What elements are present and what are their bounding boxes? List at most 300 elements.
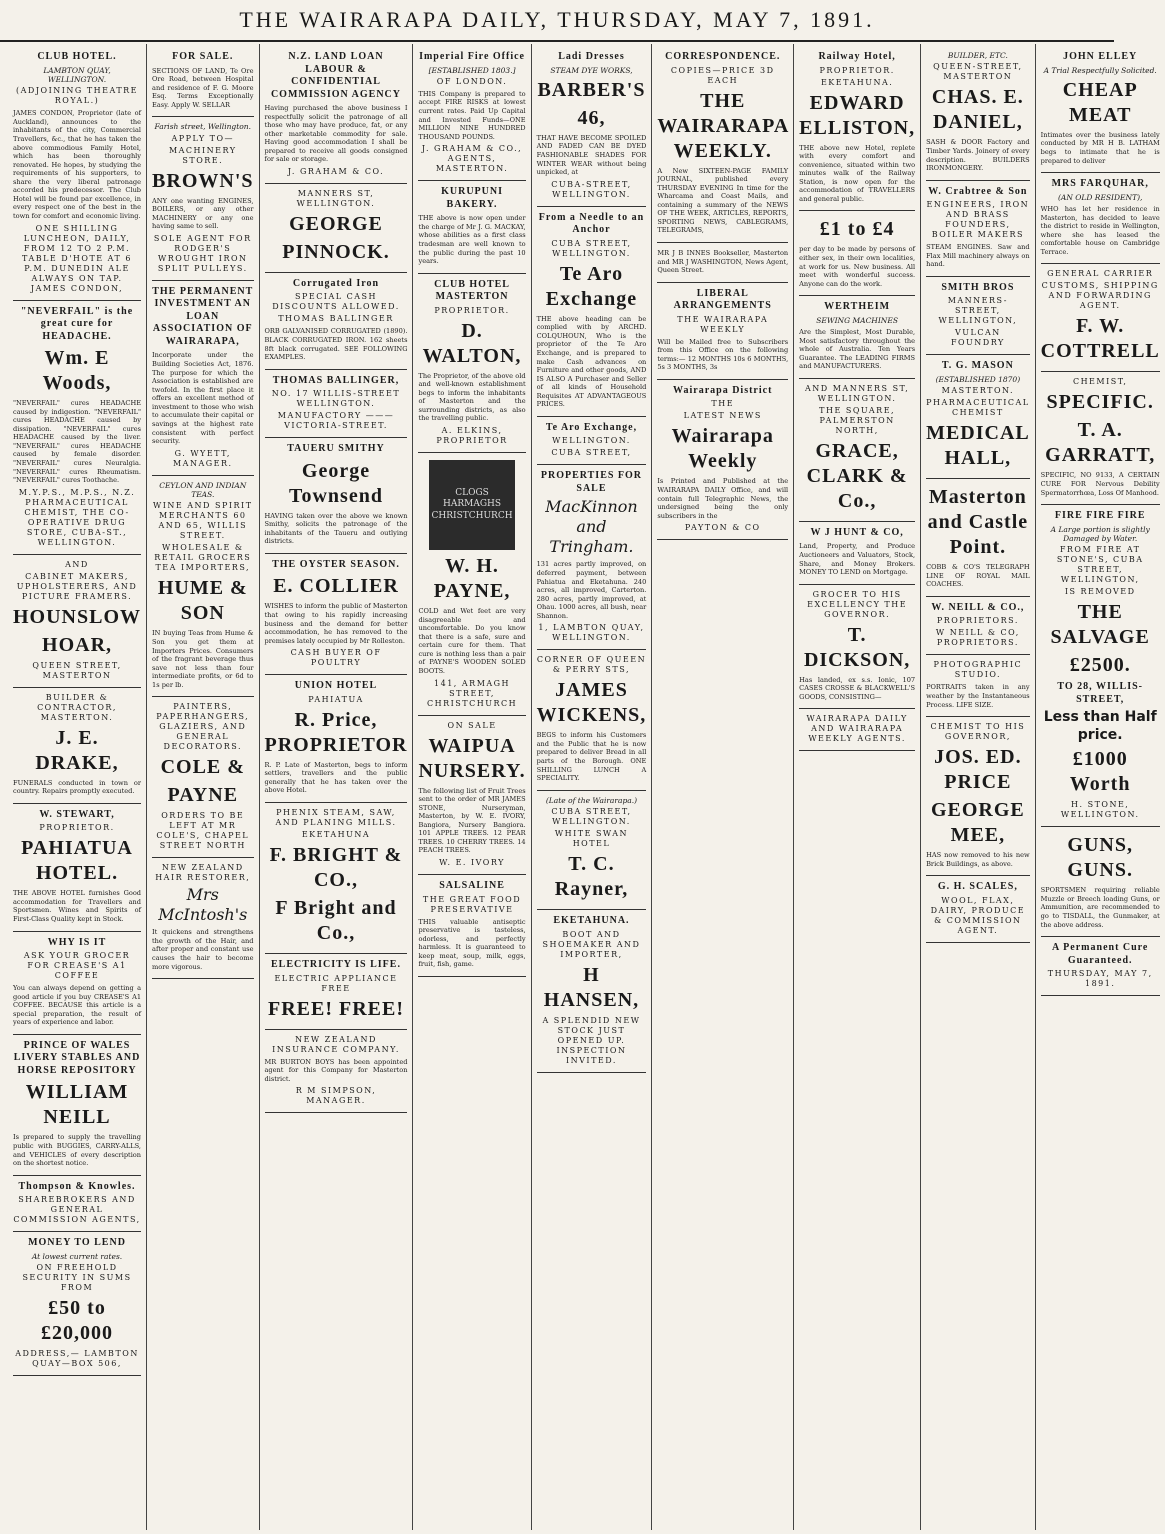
- ad-body: THIS valuable antiseptic preservative is tasteless, odorless, and perfectly harmless. It is guaranteed to keep meat, soup, milk, eggs, fruit, fish, game.: [418, 917, 526, 969]
- ad-head: Wairarapa District: [673, 384, 773, 396]
- ad-body: THIS Company is prepared to accept FIRE RISKS at lowest current rates. Paid Up Capital and Invested Funds—ONE MILLION NINE HUNDRED THOUSAND POUNDS.: [418, 89, 526, 141]
- advertisement: [657, 243, 788, 283]
- ad-big: WAIPUA NURSERY.: [418, 734, 526, 782]
- advertisement: [657, 46, 788, 243]
- ad-body: THE above is now open under the charge of Mr J. G. MACKAY, whose abilities as a first class tradesman are well known to the public during the past 10 years.: [418, 214, 526, 266]
- ad-sub: (AN OLD RESIDENT),: [1057, 192, 1143, 202]
- ad-head: Ladi Dresses: [558, 51, 625, 62]
- ad-body: A New SIXTEEN-PAGE FAMILY JOURNAL, published every THURSDAY EVENING In time for the Wharcama and Coast Mails, and containing a summary of the NEWS OF THE WEEK, ARTICLES, REPORTS, SPORTING NEWS, CABLEGRAMS, TELEGRAMS,: [657, 166, 789, 235]
- ad-foot: THURSDAY, MAY 7, 1891.: [1047, 969, 1153, 989]
- advertisement: [13, 301, 141, 555]
- ad-cap: ENGINEERS, IRON AND BRASS FOUNDERS, BOILER MAKERS: [926, 200, 1030, 240]
- ad-big: T. DICKSON,: [803, 623, 911, 671]
- ad-cap: PROPRIETORS.: [936, 616, 1019, 626]
- ad-foot: CASH BUYER OF POULTRY: [290, 648, 382, 668]
- ad-head: From a Needle to an Anchor: [538, 211, 645, 236]
- ad-line: NO. 17 WILLIS-STREET WELLINGTON.: [271, 389, 401, 409]
- ad-line: THE: [711, 399, 735, 409]
- ad-body: "NEVERFAIL" cures HEADACHE caused by indigestion. "NEVERFAIL" cures HEADACHE caused by dissipation. "NEVERFAIL" cures HEADACHE caused by the liver. "NEVERFAIL" cures HEADACHE caused by female disorder. "NEVERFAIL" cures Neuralgia. "NEVERFAIL" cures Rheumatism. "NEVERFAIL" cures Toothache.: [13, 399, 142, 485]
- ad-head: EKETAHUNA.: [553, 915, 630, 927]
- advertisement: [265, 803, 408, 954]
- ad-big4: £1000 Worth: [1069, 748, 1131, 796]
- ad-foot: A. ELKINS, PROPRIETOR: [436, 426, 508, 445]
- advertisement: [152, 46, 253, 117]
- ad-head: LIBERAL ARRANGEMENTS: [673, 287, 772, 312]
- advertisement: [537, 465, 647, 650]
- ad-head: WHY IS IT: [47, 936, 107, 948]
- ad-head: "NEVERFAIL" is the great cure for HEADACHE.: [20, 305, 134, 342]
- ad-line: (ADJOINING THEATRE ROYAL.): [16, 86, 139, 106]
- ad-cap: WHOLESALE & RETAIL GROCERS TEA IMPORTERS,: [154, 543, 252, 573]
- advertisement: [265, 954, 408, 1030]
- ad-foot: ADDRESS,— LAMBTON QUAY—BOX 506,: [15, 1349, 139, 1368]
- ad-head: THE OYSTER SEASON.: [272, 558, 400, 570]
- ad-line: PROPRIETOR.: [819, 65, 895, 75]
- advertisement: [657, 380, 788, 540]
- advertisement: [1041, 264, 1160, 372]
- ad-cap: EKETAHUNA: [301, 830, 371, 839]
- ad-line: ASK YOUR GROCER FOR CREASE'S A1 COFFEE: [23, 951, 131, 981]
- ad-cap: EKETAHUNA.: [820, 77, 894, 87]
- ad-big: HOUNSLOW: [13, 605, 142, 628]
- ad-body: MR BURTON BOYS has been appointed agent for this Company for Masterton district.: [264, 1057, 408, 1083]
- ad-head: SALSALINE: [439, 880, 505, 891]
- advertisement: [926, 181, 1030, 277]
- column-2: [147, 44, 259, 1530]
- ad-line: CUBA STREET, WELLINGTON.: [551, 238, 632, 258]
- ad-big: Wairarapa Weekly: [671, 425, 774, 473]
- ad-big: F. W. COTTRELL: [1040, 315, 1160, 363]
- advertisement: [1041, 937, 1160, 996]
- advertisement: [152, 117, 253, 281]
- ad-head: Imperial Fire Office: [419, 51, 525, 62]
- ad-body: SPORTSMEN requiring reliable Muzzle or Breech loading Guns, or Ammunition, are recommended to go to TISDALL, the Gunmaker, at the above address.: [1040, 886, 1160, 929]
- ad-body: PORTRAITS taken in any weather by the Instantaneous Process. LIFE SIZE.: [926, 683, 1030, 709]
- advertisement: [926, 876, 1030, 943]
- advertisement: [537, 791, 647, 910]
- ad-head: TAUERU SMITHY: [287, 443, 385, 455]
- ad-cap: BOOT AND SHOEMAKER AND IMPORTER,: [542, 929, 641, 959]
- ad-line: WELLINGTON.: [552, 436, 631, 446]
- advertisement: [799, 585, 915, 710]
- ad-head: UNION HOTEL: [294, 680, 378, 692]
- ad-sub: A Trial Respectfully Solicited.: [1043, 65, 1157, 75]
- advertisement: [537, 650, 647, 790]
- ad-body: WHO has let her residence in Masterton, has decided to leave the district to reside in Wellington, where she has leased the comfortable house on Cambridge Terrace.: [1040, 205, 1160, 256]
- ad-body: The Proprietor, of the above old and well-known establishment begs to inform the inhabitants of Masterton and the surrounding districts, as also the travelling public.: [418, 371, 526, 423]
- ad-big: WILLIAM NEILL: [25, 1081, 129, 1129]
- ad-line: GENERAL CARRIER: [1047, 269, 1154, 279]
- ad-cap: CABINET MAKERS, UPHOLSTERERS, AND PICTURE FRAMERS.: [16, 571, 138, 601]
- ad-body: THE above heading can be complied with by ARCHD. COLQUHOUN, Who is the proprietor of the Te Aro Exchange, and is prepared to make Cash advances on Furniture and other goods, AND IS ALSO A Purchaser and Seller of all kinds of Household Requisites AT ADVANTAGEOUS PRICES.: [536, 314, 647, 409]
- advertisement: [418, 181, 525, 273]
- advertisement: [265, 554, 408, 675]
- ad-head: THE PERMANENT INVESTMENT AN LOAN ASSOCIATION OF WAIRARAPA,: [152, 285, 254, 347]
- ad-cap: GROCER TO HIS EXCELLENCY THE GOVERNOR.: [807, 589, 908, 619]
- ad-big: JOS. ED. PRICE: [934, 746, 1022, 794]
- ad-body: Intimates over the business lately conducted by MR H B. LATHAM begs to intimate that he is prepared to deliver: [1040, 130, 1160, 165]
- ad-big2: T. A. GARRATT,: [1045, 419, 1156, 467]
- advertisement: [418, 453, 525, 716]
- ad-cap: THOMAS BALLINGER: [278, 314, 394, 324]
- ad-head: T. G. MASON: [941, 360, 1014, 372]
- column-1: [8, 44, 147, 1530]
- ad-cap: CORNER OF QUEEN & PERRY STS,: [536, 655, 647, 675]
- ad-big: GUNS, GUNS.: [1067, 834, 1133, 882]
- ad-big: Masterton and Castle Point.: [927, 486, 1029, 559]
- advertisement: [926, 717, 1030, 876]
- ad-line: MANNERS ST, WELLINGTON.: [296, 188, 376, 208]
- ad-cap: LATEST NEWS: [683, 411, 762, 421]
- ad-head: W. STEWART,: [39, 808, 115, 820]
- ad-big: Wm. E Woods,: [42, 347, 112, 395]
- advertisement: [537, 910, 647, 1073]
- advertisement: [418, 716, 525, 876]
- ad-sub: (ESTABLISHED 1870): [935, 374, 1021, 384]
- advertisement: [926, 597, 1030, 656]
- ad-body: Incorporate under the Building Societies Act, 1876. The purpose for which the Association is established are twofold. In the first place it offers an excellent method of investment to those who wish to accumulate their capital or savings at the highest rate consistent with perfect security.: [152, 351, 254, 446]
- ad-cap: PHARMACEUTICAL CHEMIST: [926, 398, 1030, 418]
- ad-head: CLUB HOTEL.: [37, 51, 117, 62]
- advertisement: [799, 211, 915, 296]
- ad-big: HUME & SON: [157, 577, 248, 625]
- advertisement: [13, 555, 141, 688]
- advertisement: [265, 438, 408, 554]
- ad-line: PHENIX STEAM, SAW, AND PLANING MILLS.: [275, 808, 397, 827]
- ad-cap: NEW ZEALAND HAIR RESTORER,: [155, 863, 251, 883]
- ad-body: MR J B INNES Bookseller, Masterton and MR J WASHINGTON, News Agent, Queen Street.: [657, 249, 789, 275]
- ad-head2: TO 28, WILLIS-STREET,: [1057, 681, 1143, 705]
- ad-big: THE WAIRARAPA WEEKLY.: [657, 89, 790, 162]
- ad-line: QUEEN-STREET, MASTERTON: [933, 62, 1023, 82]
- advertisement: [926, 46, 1030, 181]
- ad-foot: CUBA-STREET, WELLINGTON.: [551, 179, 632, 199]
- advertisement: [418, 46, 525, 181]
- advertisement: [13, 688, 141, 804]
- ad-big: COLE &: [160, 756, 245, 779]
- ad-sub: CEYLON AND INDIAN TEAS.: [159, 480, 247, 499]
- ad-sub: At lowest current rates.: [31, 1251, 123, 1261]
- ad-body: 131 acres partly improved, on deferred payment, between Pahiatua and Eketahuna. 240 acres, all improved, Carterton. 280 acres, partly improved, at Ohau. 1000 acres, all bush, near Shannon.: [536, 560, 647, 620]
- ad-cap: WHITE SWAN HOTEL: [554, 829, 629, 849]
- advertisement: [657, 283, 788, 380]
- ad-big: H HANSEN,: [543, 963, 640, 1011]
- ad-foot: 141, ARMAGH STREET, CHRISTCHURCH: [427, 678, 518, 708]
- advertisement: [1041, 173, 1160, 264]
- ad-body: Having purchased the above business I respectfully solicit the patronage of all those who may have produce, fat, or any other marketable commodity for sale. Having good accommodation I shall be prepared to receive all goods consigned for sale or storage.: [264, 104, 408, 164]
- column-4: [413, 44, 531, 1530]
- advertisement: [799, 296, 915, 379]
- ad-body: BEGS to inform his Customers and the Public that he is now prepared to deliver Bread in all parts of the Borough. ONE SHILLING LUNCH A SPECIALITY.: [536, 731, 647, 783]
- advertisement: [13, 804, 141, 932]
- ad-head: Corrugated Iron: [292, 277, 380, 289]
- ad-head: W. Crabtree & Son: [928, 185, 1028, 197]
- ad-big: W. H. PAYNE,: [433, 555, 511, 602]
- ad-foot: J. GRAHAM & CO., AGENTS, MASTERTON.: [421, 144, 523, 174]
- ad-body: You can always depend on getting a good article if you buy CREASE'S A1 COFFEE. BECAUSE this article is a special preparation, the result of years of experience and labor.: [13, 984, 142, 1027]
- advertisement: [265, 184, 408, 273]
- ad-head: N.Z. LAND LOAN LABOUR & CONFIDENTIAL COMMISSION AGENCY: [270, 51, 402, 100]
- advertisement: [926, 277, 1030, 356]
- advertisement: [799, 709, 915, 751]
- ad-body: Is Printed and Published at the WAIRARAPA DAILY Office, and will contain full Telegraphic News, the undersigned being the only subscribers in the: [657, 477, 789, 520]
- ad-foot: G. WYETT, MANAGER.: [172, 448, 233, 468]
- advertisement: [799, 379, 915, 522]
- ad-big: J. E. DRAKE,: [35, 726, 119, 774]
- ad-body: THE above new Hotel, replete with every comfort and convenience, situated within two minutes walk of the Railway Station, is now open for the accommodation of TRAVELLERS and general public.: [799, 143, 916, 203]
- ad-body: The following list of Fruit Trees sent to the order of MR JAMES STONE, Nurseryman, Masterton, by W. E. IVORY, Bangiora, Nursery Bangiora. 101 APPLE TREES. 12 PEAR TREES. 10 CHERRY TREES. 14 PEACH TREES.: [418, 786, 526, 855]
- ad-head: Te Aro Exchange,: [545, 421, 638, 433]
- ad-big: T. C. Rayner,: [554, 853, 629, 901]
- ad-body: Will be Mailed free to Subscribers from this Office on the following terms:— 12 MONTHS 10s 6 MONTHS, 5s 3 MONTHS, 3s: [657, 337, 789, 372]
- ad-line: AND MANNERS ST, WELLINGTON.: [804, 383, 910, 403]
- ad-sub: LAMBTON QUAY, WELLINGTON.: [43, 65, 111, 84]
- advertisement: [926, 655, 1030, 717]
- advertisement: [537, 417, 647, 466]
- advertisement: [265, 273, 408, 370]
- ad-head: A Permanent Cure Guaranteed.: [1052, 942, 1149, 966]
- advertisement: [152, 697, 253, 858]
- ad-sub: (Late of the Wairarapa.): [545, 795, 638, 805]
- column-9: [1036, 44, 1165, 1530]
- advertisement: [13, 1176, 141, 1233]
- ad-big2: 46,: [577, 106, 606, 129]
- column-6: [652, 44, 794, 1530]
- ad-body: SASH & DOOR Factory and Timber Yards. Joinery of every description. BUILDERS IRONMONGERY.: [926, 138, 1030, 173]
- ad-head: PRINCE OF WALES LIVERY STABLES AND HORSE REPOSITORY: [13, 1039, 141, 1076]
- ad-big: SPECIFIC.: [1046, 391, 1154, 414]
- advertisement: [152, 281, 253, 476]
- ad-line: MASTERTON.: [941, 386, 1015, 396]
- ad-foot: J. GRAHAM & CO.: [287, 166, 385, 176]
- ad-body: per day to be made by persons of either sex, in their own localities, at work for us. New business. All meet with wonderful success. Anyone can do the work.: [799, 245, 916, 288]
- ad-cap: CUSTOMS, SHIPPING AND FORWARDING AGENT.: [1041, 281, 1159, 311]
- ad-foot: W. E. IVORY: [439, 858, 505, 867]
- newspaper-page: [0, 42, 1160, 1530]
- ad-line: CUBA STREET, WELLINGTON.: [551, 807, 632, 827]
- ad-big2: HOAR,: [42, 633, 113, 656]
- column-7: [794, 44, 921, 1530]
- ad-body: THAT HAVE BECOME SPOILED AND FADED CAN BE DYED FASHIONABLE SHADES FOR WINTER WEAR without being unpicked, at: [536, 133, 647, 177]
- ad-big: THE SALVAGE: [1050, 601, 1150, 649]
- ad-sub: [ESTABLISHED 1803.]: [428, 65, 516, 75]
- ad-foot: ORDERS TO BE LEFT AT MR COLE'S, CHAPEL STREET NORTH: [156, 811, 250, 851]
- ad-line: COPIES—PRICE 3D EACH: [670, 65, 775, 85]
- masthead-title: THE WAIRARAPA DAILY, THURSDAY, MAY 7, 1891.: [239, 7, 875, 32]
- ad-big: £50 to £20,000: [41, 1297, 114, 1344]
- advertisement: [799, 46, 915, 211]
- ad-line: WINE AND SPIRIT MERCHANTS 60 AND 65, WILLIS STREET.: [152, 501, 253, 541]
- masthead: [0, 0, 1114, 42]
- ad-body: COBB & CO'S TELEGRAPH LINE OF ROYAL MAIL COACHES.: [926, 563, 1030, 589]
- ad-body: FUNERALS conducted in town or country. Repairs promptly executed.: [13, 778, 142, 796]
- ad-sub: BUILDER, ETC.: [947, 51, 1008, 60]
- ad-big: BARBER'S: [537, 78, 646, 101]
- ad-cap: THE WAIRARAPA WEEKLY: [677, 314, 769, 334]
- ad-body: R. P. Late of Masterton, begs to inform settlers, travellers and the public generally that he has taken over the above Hotel.: [264, 760, 408, 795]
- advertisement: [265, 46, 408, 184]
- ad-cap: IS REMOVED: [1064, 587, 1136, 597]
- advertisement: [418, 274, 525, 453]
- advertisement: [799, 522, 915, 585]
- ad-body: HAS now removed to his new Brick Buildings, as above.: [926, 851, 1030, 868]
- ad-body: ANY one wanting ENGINES, BOILERS, or any other MACHINERY or any one having same to sell.: [152, 196, 254, 231]
- ad-big2: GEORGE MEE,: [930, 799, 1025, 847]
- ad-foot: A SPLENDID NEW STOCK JUST OPENED UP. INSPECTION INVITED.: [542, 1015, 641, 1065]
- ad-head: Thompson & Knowles.: [18, 1180, 136, 1192]
- ad-head: ELECTRICITY IS LIFE.: [271, 959, 401, 970]
- ad-sub: SEWING MACHINES: [816, 315, 898, 325]
- ad-foot: QUEEN STREET, MASTERTON: [32, 660, 122, 680]
- ad-big: JAMES WICKENS,: [536, 679, 647, 727]
- ad-head: JOHN ELLEY: [1063, 51, 1138, 62]
- ad-body: IN buying Teas from Hume & Son you get them at Importers Prices. Consumers of the fragrant beverage thus save not less than four intermediate profits, or 6d to 1s per lb.: [152, 629, 254, 689]
- ad-line: SPECIAL CASH DISCOUNTS ALLOWED.: [272, 292, 400, 312]
- ad-head: FIRE FIRE FIRE: [1054, 510, 1146, 522]
- ad-big2: F Bright and Co.,: [275, 897, 397, 944]
- ad-line: FROM FIRE AT STONE'S, CUBA STREET, WELLINGTON,: [1056, 545, 1144, 585]
- ad-body: STEAM ENGINES. Saw and Flax Mill machinery always on hand.: [926, 243, 1030, 269]
- ad-cap: CHEMIST TO HIS GOVERNOR,: [930, 722, 1026, 742]
- ad-body: SECTIONS OF LAND, Te Ore Ore Road, between Hospital and residence of F. G. Moore Esq. Terms Exceptionally Easy. Apply W. SELLAR: [152, 66, 254, 109]
- ad-body: Has landed, ex s.s. Ionic, 107 CASES CROSSE & BLACKWELL'S GOODS, CONSISTING—: [799, 675, 916, 701]
- ad-line: PROPRIETOR.: [434, 305, 510, 315]
- illustration-clogs: CLOGS HARMAGHS CHRISTCHURCH: [429, 460, 515, 550]
- ad-cap: MACHINERY STORE.: [168, 145, 237, 165]
- ad-body: JAMES CONDON, Proprietor (late of Auckland), announces to the inhabitants of the city, Commercial Travellers, &c., that he has taken the above commodious Family Hotel, which has been thoroughly renovated. He hopes, by studying the requirements of his supporters, to share the very liberal patronage accorded his predecessor. The Club Hotel will be found par excellence, in every respect one of the best in the town for comfort and economic living.: [13, 109, 142, 220]
- ad-big2: PINNOCK.: [282, 240, 390, 263]
- ad-big: F. BRIGHT & CO.,: [269, 844, 403, 891]
- ad-big: GRACE, CLARK & Co.,: [806, 439, 908, 512]
- ad-cap: BUILDER & CONTRACTOR, MASTERTON.: [37, 692, 117, 722]
- ad-cap: WAIRARAPA DAILY AND WAIRARAPA WEEKLY AGENTS.: [806, 714, 908, 744]
- advertisement: [926, 355, 1030, 479]
- ad-body: COLD and Wet feet are very disagreeable and uncomfortable. Do you know that there is a safe, sure and certain cure for them. That cure is nothing less than a pair of PAYNE'S WOODEN SOLED BOOTS.: [418, 607, 526, 675]
- ad-cap: CHEMIST,: [1072, 377, 1128, 387]
- ad-big: GEORGE: [289, 212, 383, 235]
- advertisement: [1041, 46, 1160, 173]
- ad-cap: NEW ZEALAND INSURANCE COMPANY.: [272, 1034, 400, 1054]
- ad-foot: SOLE AGENT FOR RODGER'S WROUGHT IRON SPLIT PULLEYS.: [153, 233, 252, 273]
- ad-head: MONEY TO LEND: [28, 1237, 126, 1249]
- ad-body: Land, Property, and Produce Auctioneers and Valuators, Stock, Share, and Money Brokers. MONEY TO LEND on Mortgage.: [799, 542, 916, 577]
- ad-script: MacKinnon and Tringham.: [545, 497, 638, 557]
- ad-head: KURUPUNI BAKERY.: [441, 186, 503, 210]
- ad-big: D. WALTON,: [422, 319, 522, 367]
- ad-head: Railway Hotel,: [818, 51, 896, 62]
- advertisement: [13, 1232, 141, 1376]
- advertisement: [1041, 372, 1160, 505]
- ad-big: MEDICAL HALL,: [926, 422, 1030, 470]
- ad-head: CORRESPONDENCE.: [665, 51, 781, 62]
- ad-head: SMITH BROS: [941, 281, 1015, 293]
- ad-foot: ONE SHILLING LUNCHEON, DAILY, FROM 12 TO 2 P.M. TABLE D'HOTE AT 6 P.M. DUNEDIN ALE ALWAYS ON TAP. JAMES CONDON,: [22, 223, 132, 293]
- ad-foot: 1, LAMBTON QUAY, WELLINGTON.: [538, 623, 645, 643]
- ad-head: W. NEILL & CO.,: [931, 601, 1025, 613]
- advertisement: [265, 370, 408, 439]
- ad-foot: R M SIMPSON, MANAGER.: [295, 1086, 377, 1106]
- ad-big: FREE! FREE!: [267, 997, 404, 1020]
- ad-cap: THE SQUARE, PALMERSTON NORTH,: [819, 405, 896, 435]
- ad-body: SPECIFIC, NO 9133, A CERTAIN CURE FOR Nervous Debility Spermatorrhœa, Loss Of Manhood.: [1040, 471, 1160, 497]
- ad-line: OF LONDON.: [436, 76, 508, 86]
- ad-line: ELECTRIC APPLIANCE FREE: [274, 973, 398, 993]
- ad-big: E. COLLIER: [273, 575, 399, 598]
- ad-script: Mrs McIntosh's: [158, 885, 248, 925]
- ad-big: George Townsend: [288, 459, 383, 507]
- ad-cap: PAHIATUA: [308, 694, 364, 704]
- advertisement: [13, 46, 141, 301]
- ad-line: PROPRIETOR.: [39, 823, 115, 833]
- advertisement: [418, 875, 525, 977]
- advertisement: [926, 479, 1030, 597]
- ad-body: HAVING taken over the above we known Smithy, solicits the patronage of the inhabitants of the Taueru and outlying districts.: [264, 511, 408, 546]
- ad-cap: THE GREAT FOOD PRESERVATIVE: [422, 894, 522, 914]
- ad-foot: PAYTON & CO: [684, 523, 761, 533]
- ad-head: THOMAS BALLINGER,: [272, 374, 400, 386]
- ad-line: AND: [65, 559, 89, 569]
- ad-body: THE ABOVE HOTEL furnishes Good accommodation for Travellers and Sportsmen. Wines and Spirits of First-Class Quality kept in Stock.: [13, 889, 142, 923]
- ad-big: PAHIATUA HOTEL.: [21, 837, 133, 885]
- ad-head: PROPERTIES FOR SALE: [540, 470, 643, 494]
- ad-foot: M.Y.P.S., M.P.S., N.Z. PHARMACEUTICAL CHEMIST, THE CO-OPERATIVE DRUG STORE, CUBA-ST., WELLINGTON.: [18, 487, 136, 547]
- ad-big: CHAS. E. DANIEL,: [931, 86, 1024, 134]
- advertisement: [152, 858, 253, 979]
- ad-cap: PHOTOGRAPHIC STUDIO.: [933, 660, 1023, 680]
- ad-cap: CUBA STREET,: [551, 448, 632, 458]
- ad-big3: Less than Half price.: [1043, 709, 1157, 743]
- advertisement: [265, 675, 408, 803]
- ad-big: £1 to £4: [819, 218, 895, 241]
- ad-head: CLUB HOTEL MASTERTON: [434, 278, 510, 303]
- ad-head: G. H. SCALES,: [937, 881, 1018, 893]
- column-3: [260, 44, 414, 1530]
- ad-cap: MANUFACTORY ——— VICTORIA-STREET.: [277, 411, 395, 431]
- advertisement: [537, 46, 647, 207]
- ad-big: EDWARD ELLISTON,: [799, 91, 916, 139]
- ad-foot: H. STONE, WELLINGTON.: [1060, 800, 1140, 820]
- ad-head: W J HUNT & CO,: [810, 526, 904, 538]
- ad-cap: PAINTERS, PAPERHANGERS, GLAZIERS, AND GENERAL DECORATORS.: [156, 702, 250, 752]
- advertisement: [152, 476, 253, 698]
- ad-body: WISHES to inform the public of Masterton that owing to his rapidly increasing business and the demand for better accommodation, he has removed to the premises lately occupied by Mr Rolleston.: [264, 602, 408, 645]
- ad-head: MRS FARQUHAR,: [1051, 178, 1149, 190]
- advertisement: [13, 1035, 141, 1176]
- column-8: [921, 44, 1036, 1530]
- ad-line: APPLY TO—: [171, 133, 235, 143]
- advertisement: [537, 207, 647, 417]
- advertisement: [1041, 827, 1160, 937]
- ad-body: ORB GALVANISED CORRUGATED (1890). BLACK CORRUGATED IRON. 162 sheets 8ft black corrugated. SEE FOLLOWING EXAMPLES.: [264, 327, 408, 362]
- ad-big2: PAYNE: [167, 784, 239, 807]
- ad-cap: SHAREBROKERS AND GENERAL COMMISSION AGENTS,: [13, 1195, 141, 1225]
- ad-foot: W NEILL & CO, PROPRIETORS.: [935, 628, 1020, 648]
- column-5: [532, 44, 653, 1530]
- ad-cap: WOOL, FLAX, DAIRY, PRODUCE & COMMISSION AGENT.: [930, 895, 1026, 935]
- ad-big: CHEAP MEAT: [1062, 78, 1138, 126]
- ad-line: MANNERS-STREET, WELLINGTON,: [938, 296, 1018, 326]
- ad-head: FOR SALE.: [172, 51, 234, 62]
- ad-big: R. Price, PROPRIETOR: [264, 708, 408, 756]
- ad-body: Is prepared to supply the travelling public with BUGGIES, CARRY-ALLS, and VEHICLES of every description on the shortest notice.: [13, 1133, 142, 1168]
- ad-big: BROWN'S: [152, 169, 254, 192]
- ad-big: Te Aro Exchange: [545, 262, 638, 310]
- ad-big2: £2500.: [1069, 654, 1131, 677]
- ad-sub: Farish street, Wellington.: [154, 122, 251, 132]
- ad-body: It quickens and strengthens the growth of the Hair, and after proper and constant use causes the hair to become more vigorous.: [152, 928, 254, 971]
- ad-body: Are the Simplest, Most Durable, Most satisfactory throughout the whole of Australia. Ten Years Guarantee. The LEADING FIRMS and MANUFACTURERS.: [799, 328, 916, 371]
- ad-cap: ON SALE: [447, 720, 497, 730]
